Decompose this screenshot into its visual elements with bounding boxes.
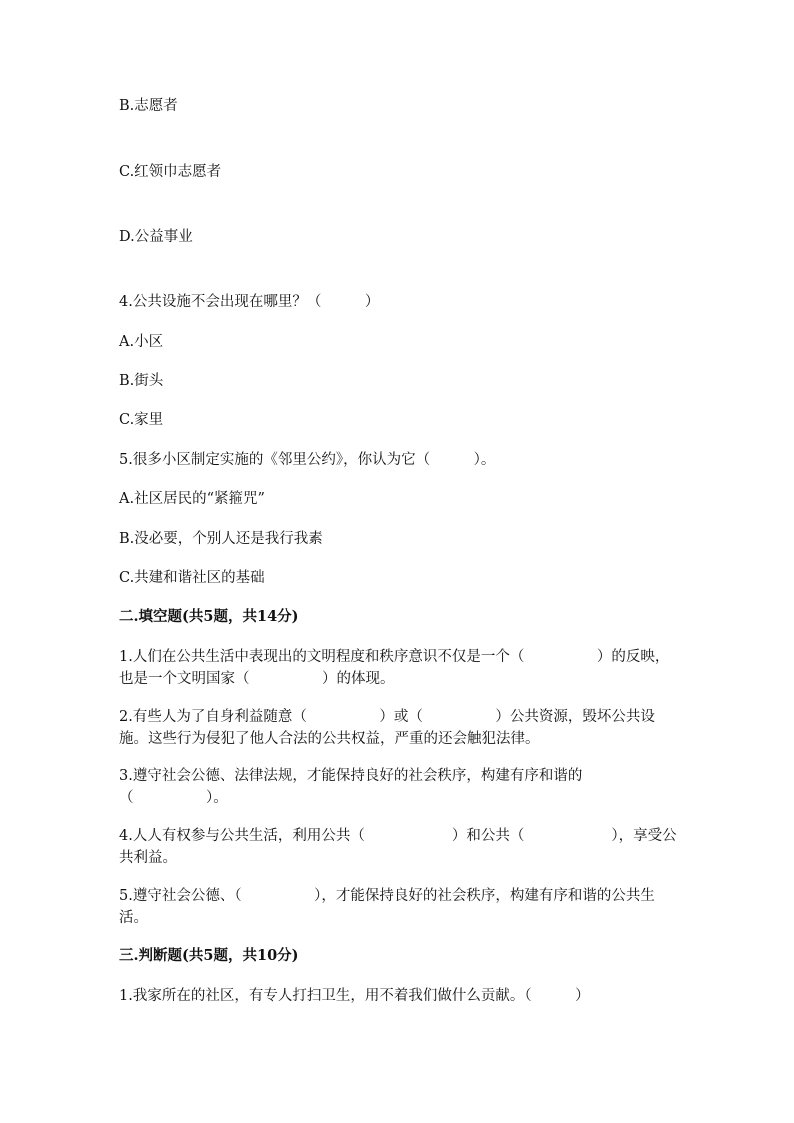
q5-option-b: B.没必要，个别人还是我行我素 [119, 531, 323, 547]
q5-option-a: A.社区居民的“紧箍咒” [119, 491, 265, 507]
fill-blank-item-4: 4.人人有权参与公共生活，利用公共（ ）和公共（ ），享受公共利益。 [119, 828, 677, 866]
section-2-heading: 二.填空题(共5题，共14分) [119, 608, 299, 625]
q5-option-c: C.共建和谐社区的基础 [119, 570, 265, 586]
fill-blank-item-3: 3.遵守社会公德、法律法规，才能保持良好的社会秩序，构建有序和谐的（ ）。 [119, 768, 583, 806]
fill-blank-item-5: 5.遵守社会公德、（ ），才能保持良好的社会秩序，构建有序和谐的公共生活。 [119, 888, 655, 926]
fill-blank-item-1: 1.人们在公共生活中表现出的文明程度和秩序意识不仅是一个（ ）的反映，也是一个文明国家（ ）的体现。 [119, 649, 670, 687]
q3-option-d: D.公益事业 [119, 229, 193, 245]
q4-option-a: A.小区 [119, 334, 164, 350]
q3-option-c: C.红领巾志愿者 [119, 164, 222, 180]
judgement-item-1: 1.我家所在的社区，有专人打扫卫生，用不着我们做什么贡献。（ ） [119, 988, 590, 1004]
q4-question: 4.公共设施不会出现在哪里？（ ） [119, 294, 380, 310]
q4-option-c: C.家里 [119, 412, 164, 428]
q4-option-b: B.街头 [119, 373, 164, 389]
q5-question: 5.很多小区制定实施的《邻里公约》，你认为它（ ）。 [119, 452, 496, 468]
section-3-heading: 三.判断题(共5题，共10分) [119, 947, 299, 964]
q3-option-b: B.志愿者 [119, 98, 178, 114]
fill-blank-item-2: 2.有些人为了自身利益随意（ ）或（ ）公共资源，毁坏公共设施。这些行为侵犯了他人合法的公共权益，严重的还会触犯法律。 [119, 709, 655, 747]
